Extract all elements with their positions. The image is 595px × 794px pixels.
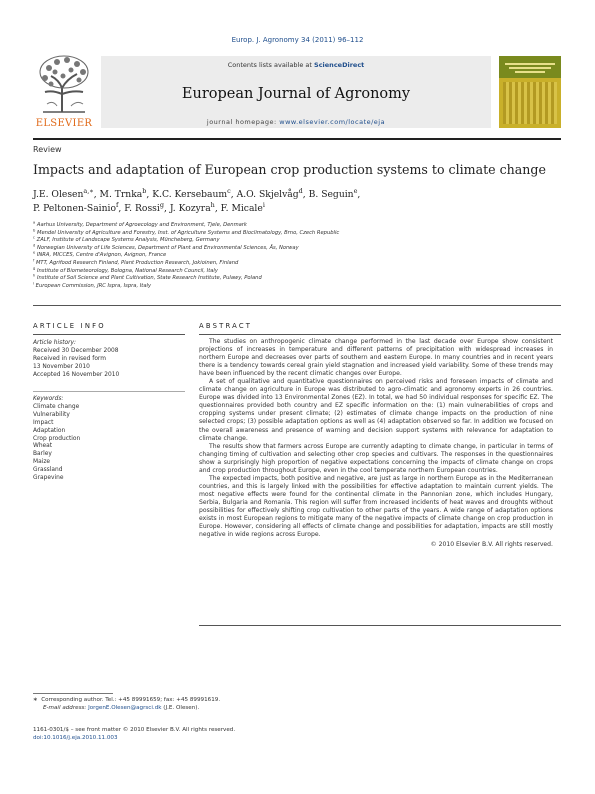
abstract-rule — [199, 334, 561, 335]
affiliation-sup: a — [33, 220, 36, 225]
keyword: Adaptation — [33, 427, 66, 434]
affiliation-item — [33, 283, 553, 291]
history-line: Received 30 December 2008 — [33, 347, 119, 354]
keyword: Wheat — [33, 443, 53, 450]
front-matter — [33, 727, 553, 742]
affiliation-list — [33, 222, 553, 290]
affiliation-sup: f — [33, 258, 35, 263]
keyword: Vulnerability — [33, 411, 70, 418]
homepage-link[interactable]: www.elsevier.com/locate/eja — [279, 118, 386, 126]
keyword: Grapevine — [33, 475, 64, 482]
cover-title-band — [499, 56, 561, 78]
history-line: Received in revised form — [33, 355, 106, 362]
journal-reference[interactable]: Europ. J. Agronomy 34 (2011) 96–112 — [231, 36, 364, 44]
history-label: Article history: — [33, 340, 77, 346]
affiliation-sup: d — [33, 243, 36, 248]
homepage-prefix: journal homepage: — [206, 118, 280, 126]
author-name[interactable]: F. Rossi — [124, 203, 160, 214]
contents-available — [101, 61, 491, 69]
journal-homepage — [101, 118, 491, 126]
keyword: Crop production — [33, 435, 81, 442]
abstract-paragraph: The studies on anthropogenic climate change performed in the last decade over Europe show consistent projections of increases in temperature and different patterns of precipitation with widespread increases in northern Europe and decreases over parts of southern and eastern Europe. In many countries and in recent years there is a tendency towards cereal grain yield stagnation and increased yield variability. Some of these trends may have been influenced by the recent climatic changes over Europe. — [199, 338, 553, 378]
author-sup[interactable]: h — [210, 200, 215, 209]
author-name[interactable]: J. Kozyra — [169, 203, 211, 214]
affiliation-text: MTT, Agrifood Research Finland, Plant Production Research, Jokioinen, Finland — [35, 259, 239, 266]
corresponding-text: Corresponding author. Tel.: +45 89991659; fax: +45 89991619. — [41, 697, 221, 703]
affiliation-sup: i — [33, 281, 35, 286]
abstract-heading: ABSTRACT — [199, 322, 253, 330]
journal-title: European Journal of Agronomy — [181, 86, 411, 102]
contents-prefix: Contents lists available at — [227, 61, 315, 69]
keyword: Maize — [33, 459, 51, 466]
author-line-1: J.E. Olesen$^{a,∗}$, M. Trnka$^b$, K.C. Kersebaum$^c$, A.O. Skjelvåg$^d$, B. Seguin$^e$, — [33, 186, 361, 200]
author-sup[interactable]: e — [353, 186, 358, 195]
author-sup[interactable]: c — [227, 186, 231, 195]
abstract-paragraph: A set of qualitative and quantitative questionnaires on perceived risks and foreseen impacts of climate and climate change on agriculture in Europe was distributed to agro-climatic and agronomy experts in 26 countries. Europe was divided into 13 Environmental Zones (EZ). In total, we had 50 individual responses for specific EZ. The questionnaires provided both country and EZ specific information on the: (1) main vulnerabilities of crops and cropping systems under present climate; (2) estimates of climate change impacts on the production of nine selected crops; (3) possible adaptation options as well as (4) adaptation observed so far. In addition we focused on the overall awareness and presence of warning and decision support systems with relevance for adaptation to climate change. — [199, 378, 553, 442]
author-sup[interactable]: d — [298, 186, 303, 195]
affiliations-rule — [33, 305, 561, 306]
affiliation-text: Institute of Soil Science and Plant Cultivation, State Research Institute, Pulawy, Poland — [36, 275, 262, 282]
abstract-paragraph: The expected impacts, both positive and negative, are just as large in northern Europe as in the Mediterranean countries, and this is largely linked with the possibilities for effective adaptation to maintain current yields. The most negative effects were found for the continental climate in the Pannonian zone, which includes Hungary, Serbia, Bulgaria and Romania. This region will suffer from increased incidents of heat waves and droughts without possibilities for effectively shifting crop cultivation to other parts of the years. A wide range of adaptation options exists in most European regions to mitigate many of the negative impacts of climate change on crop production in Europe. However, considering all effects of climate change and possibilities for adaptation, impacts are still mostly negative in wide regions across Europe. — [199, 474, 553, 539]
article-title: Impacts and adaptation of European crop production systems to climate change — [33, 162, 546, 177]
author-name[interactable]: B. Seguin — [308, 189, 354, 200]
author-line-2: P. Peltonen-Sainio$^f$, F. Rossi$^g$, J. Kozyra$^h$, F. Micale$^i$ — [33, 200, 265, 214]
author-list — [33, 188, 573, 216]
elsevier-tree-icon — [37, 54, 91, 114]
author-name[interactable]: P. Peltonen-Sainio — [33, 203, 116, 214]
email-link[interactable]: JorgenE.Olesen@agrsci.dk — [88, 704, 162, 711]
author-sup[interactable]: a,∗ — [83, 186, 94, 195]
abstract-paragraph: The results show that farmers across Europe are currently adapting to climate change, in particular in terms of changing timing of cultivation and selecting other crop species and cultivars. The responses in the questionnaires show a surprisingly high proportion of negative expectations concerning the impacts of climate change on crops and crop production throughout Europe, even in the cool temperate northern European countries. — [199, 442, 553, 474]
author-name[interactable]: K.C. Kersebaum — [152, 189, 228, 200]
affiliation-text: Norwegian University of Life Sciences, Department of Plant and Environmental Sciences, Ås, Norway — [36, 244, 299, 251]
affiliation-text: Institute of Biometeorology, Bologna, National Research Council, Italy — [36, 267, 218, 274]
keyword: Barley — [33, 451, 52, 458]
affiliation-text: European Commission, JRC Ispra, Ispra, Italy — [35, 282, 152, 289]
issn-line: 1161-0301/$ – see front matter © 2010 Elsevier B.V. All rights reserved. — [33, 727, 236, 733]
affiliation-text: INRA, MICCES, Centre d'Avignon, Avignon, France — [36, 252, 167, 259]
author-sup[interactable]: i — [262, 200, 265, 209]
affiliation-text: ZALF, Institute of Landscape Systems Analysis, Müncheberg, Germany — [36, 237, 220, 244]
author-name[interactable]: F. Micale — [220, 203, 263, 214]
email-line — [33, 705, 553, 713]
author-name[interactable]: M. Trnka — [99, 189, 143, 200]
journal-banner — [101, 56, 491, 128]
abstract-end-rule — [199, 625, 561, 626]
article-history — [33, 340, 185, 380]
sciencedirect-link[interactable]: ScienceDirect — [314, 61, 365, 69]
email-suffix: (J.E. Olesen). — [163, 704, 200, 711]
affiliation-sup: c — [33, 235, 35, 240]
email-label: E-mail address: — [43, 704, 87, 711]
article-info-rule — [33, 334, 185, 335]
keyword: Impact — [33, 419, 54, 426]
author-sup[interactable]: g — [159, 200, 164, 209]
history-rule — [33, 391, 185, 392]
history-line: 13 November 2010 — [33, 363, 90, 370]
footnote-star: ∗ — [33, 697, 38, 703]
cover-title-graphic — [505, 62, 555, 74]
author-name[interactable]: A.O. Skjelvåg — [236, 189, 299, 200]
keywords-label: Keywords: — [33, 396, 64, 402]
journal-cover-image[interactable] — [499, 56, 561, 128]
footnote — [33, 697, 553, 712]
elsevier-logo-text: ELSEVIER — [35, 118, 93, 129]
keywords — [33, 396, 185, 483]
copyright: © 2010 Elsevier B.V. All rights reserved. — [430, 541, 553, 549]
doi-link[interactable]: doi:10.1016/j.eja.2010.11.003 — [33, 734, 118, 741]
author-name[interactable]: J.E. Olesen — [33, 189, 84, 200]
author-sup[interactable]: b — [142, 186, 147, 195]
affiliation-text: Aarhus University, Department of Agroecology and Environment, Tjele, Denmark — [36, 222, 247, 228]
article-info-heading: ARTICLE INFO — [33, 322, 106, 330]
affiliation-sup: h — [33, 273, 36, 278]
keyword: Grassland — [33, 467, 63, 474]
abstract-body — [199, 338, 553, 549]
cover-field-image — [503, 82, 557, 124]
affiliation-sup: e — [33, 250, 36, 255]
corresponding-author — [33, 697, 553, 705]
footnote-rule — [33, 693, 113, 694]
masthead — [33, 52, 561, 134]
article-type: Review — [33, 145, 62, 154]
history-line: Accepted 16 November 2010 — [33, 371, 120, 378]
affiliation-item — [33, 260, 553, 268]
header-rule — [33, 138, 561, 140]
affiliation-sup: b — [33, 227, 36, 232]
elsevier-logo[interactable] — [33, 52, 95, 134]
affiliation-sup: g — [33, 265, 36, 270]
affiliation-text: Mendel University of Agriculture and Forestry, Inst. of Agriculture Systems and Bioclimatology, Brno, Czech Republic — [36, 229, 340, 236]
author-sup[interactable]: f — [116, 200, 119, 209]
affiliation-item — [33, 222, 553, 230]
keyword: Climate change — [33, 403, 80, 410]
